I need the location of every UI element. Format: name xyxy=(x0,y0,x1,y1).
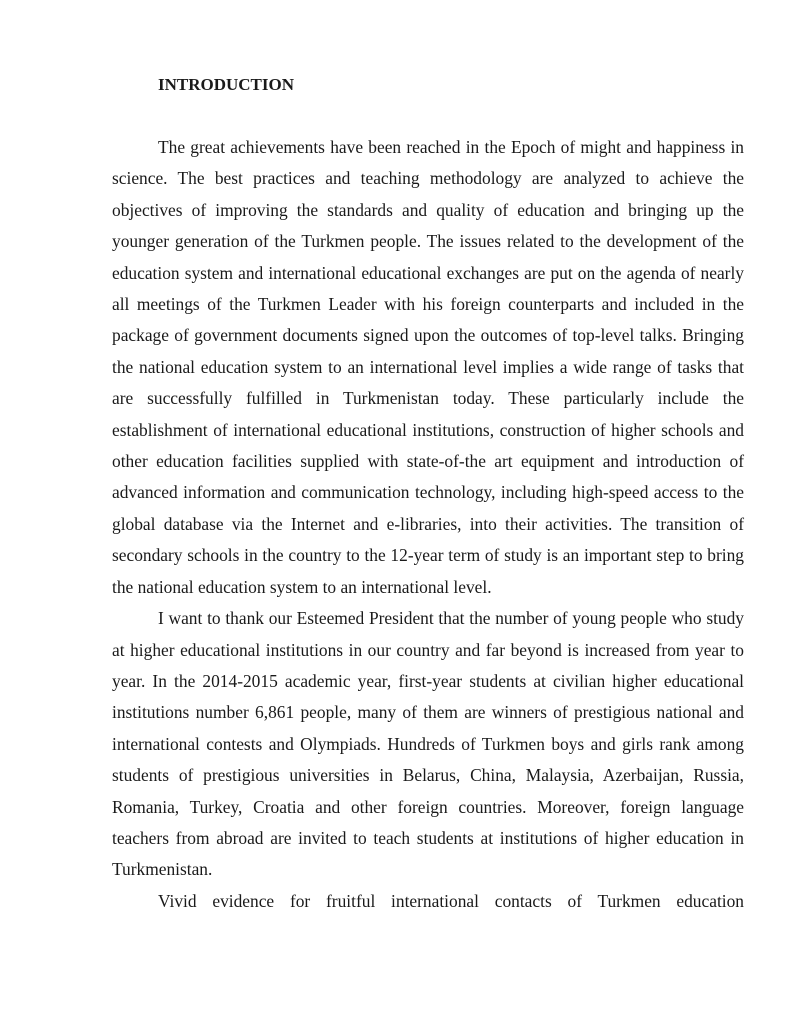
paragraph-evidence: Vivid evidence for fruitful international contacts of Turkmen education xyxy=(158,890,744,911)
document-page xyxy=(112,70,744,917)
paragraph-students: I want to thank our Esteemed President that the number of young people who study at higher educational institutions in our country and far beyond is increased from year to year. In the 2014-2015 academic year, first-year students at civilian higher educational institutions number 6,861 people, many of them are winners of prestigious national and international contests and Olympiads. Hundreds of Turkmen boys and girls rank among students of prestigious universities in Belarus, China, Malaysia, Azerbaijan, Russia, Romania, Turkey, Croatia and other foreign countries. Moreover, foreign language teachers from abroad are invited to teach students at institutions of higher education in Turkmenistan. xyxy=(112,608,744,880)
paragraph-achievements: The great achievements have been reached in the Epoch of might and happiness in science. The best practices and teaching methodology are analyzed to achieve the objectives of improving the standards and quality of education and bringing up the younger generation of the Turkmen people. The issues related to the development of the education system and international educational exchanges are put on the agenda of nearly all meetings of the Turkmen Leader with his foreign counterparts and included in the package of government documents signed upon the outcomes of top-level talks. Bringing the national education system to an international level implies a wide range of tasks that are successfully fulfilled in Turkmenistan today. These particularly include the establishment of international educational institutions, construction of higher schools and other education facilities supplied with state-of-the art equipment and introduction of advanced information and communication technology, including high-speed access to the global database via the Internet and e-libraries, into their activities. The transition of secondary schools in the country to the 12-year term of study is an important step to bring the national education system to an international level. xyxy=(112,137,744,597)
section-heading: INTRODUCTION xyxy=(158,75,295,94)
